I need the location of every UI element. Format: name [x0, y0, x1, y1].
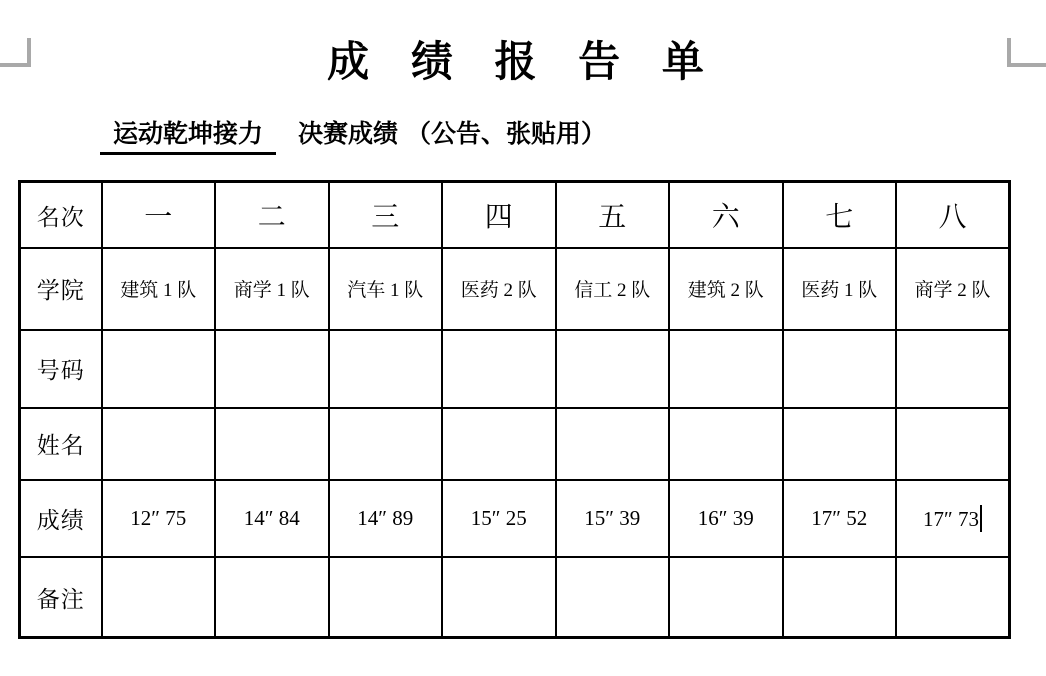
college-cell[interactable]: 建筑 2 队	[669, 248, 783, 330]
score-cell[interactable]: 17″ 52	[783, 480, 897, 557]
row-label-rank[interactable]: 名次	[20, 182, 102, 248]
rank-cell[interactable]: 六	[669, 182, 783, 248]
row-label-score[interactable]: 成绩	[20, 480, 102, 557]
row-label-college[interactable]: 学院	[20, 248, 102, 330]
number-cell[interactable]	[783, 330, 897, 408]
name-cell[interactable]	[896, 408, 1010, 480]
table-row-score	[20, 480, 1010, 557]
college-cell[interactable]: 汽车 1 队	[329, 248, 443, 330]
page-margin-corner-mark-left	[0, 38, 31, 67]
note-cell[interactable]	[556, 557, 670, 638]
name-cell[interactable]	[102, 408, 216, 480]
name-cell[interactable]	[783, 408, 897, 480]
note-cell[interactable]	[896, 557, 1010, 638]
number-cell[interactable]	[896, 330, 1010, 408]
table-row-note	[20, 557, 1010, 638]
rank-cell[interactable]: 三	[329, 182, 443, 248]
page-title: 成 绩 报 告 单	[327, 38, 719, 85]
table-row-name	[20, 408, 1010, 480]
college-cell[interactable]: 商学 1 队	[215, 248, 329, 330]
name-cell[interactable]	[215, 408, 329, 480]
name-cell[interactable]	[329, 408, 443, 480]
score-cell[interactable]: 14″ 89	[329, 480, 443, 557]
rank-cell[interactable]: 四	[442, 182, 556, 248]
note-cell[interactable]	[442, 557, 556, 638]
rank-cell[interactable]: 二	[215, 182, 329, 248]
number-cell[interactable]	[329, 330, 443, 408]
table-row-college	[20, 248, 1010, 330]
number-cell[interactable]	[669, 330, 783, 408]
number-cell[interactable]	[215, 330, 329, 408]
text-cursor	[980, 505, 982, 532]
rank-cell[interactable]: 七	[783, 182, 897, 248]
number-cell[interactable]	[102, 330, 216, 408]
score-cell-active[interactable]	[896, 480, 1010, 557]
rank-cell[interactable]: 五	[556, 182, 670, 248]
row-label-number[interactable]: 号码	[20, 330, 102, 408]
college-cell[interactable]: 医药 1 队	[783, 248, 897, 330]
row-label-name[interactable]: 姓名	[20, 408, 102, 480]
page-margin-corner-mark-right	[1007, 38, 1046, 67]
score-cell[interactable]: 14″ 84	[215, 480, 329, 557]
number-cell[interactable]	[556, 330, 670, 408]
college-cell[interactable]: 信工 2 队	[556, 248, 670, 330]
score-cell[interactable]: 16″ 39	[669, 480, 783, 557]
college-cell[interactable]: 医药 2 队	[442, 248, 556, 330]
number-cell[interactable]	[442, 330, 556, 408]
note-cell[interactable]	[102, 557, 216, 638]
college-cell[interactable]: 商学 2 队	[896, 248, 1010, 330]
note-cell[interactable]	[329, 557, 443, 638]
usage-note: （公告、张贴用）	[406, 119, 607, 148]
row-label-note[interactable]: 备注	[20, 557, 102, 638]
score-cell[interactable]: 12″ 75	[102, 480, 216, 557]
note-cell[interactable]	[783, 557, 897, 638]
score-report-table	[18, 180, 1011, 639]
name-cell[interactable]	[669, 408, 783, 480]
name-cell[interactable]	[442, 408, 556, 480]
table-row-number	[20, 330, 1010, 408]
name-cell[interactable]	[556, 408, 670, 480]
score-text: 17″ 73	[923, 506, 979, 531]
subtitle-line	[100, 118, 1046, 156]
score-cell[interactable]: 15″ 25	[442, 480, 556, 557]
rank-cell[interactable]: 八	[896, 182, 1010, 248]
table-row-rank	[20, 182, 1010, 248]
event-name-underlined: 运动乾坤接力	[100, 118, 276, 156]
college-cell[interactable]: 建筑 1 队	[102, 248, 216, 330]
rank-cell[interactable]: 一	[102, 182, 216, 248]
note-cell[interactable]	[215, 557, 329, 638]
note-cell[interactable]	[669, 557, 783, 638]
result-label: 决赛成绩	[298, 119, 399, 148]
score-cell[interactable]: 15″ 39	[556, 480, 670, 557]
